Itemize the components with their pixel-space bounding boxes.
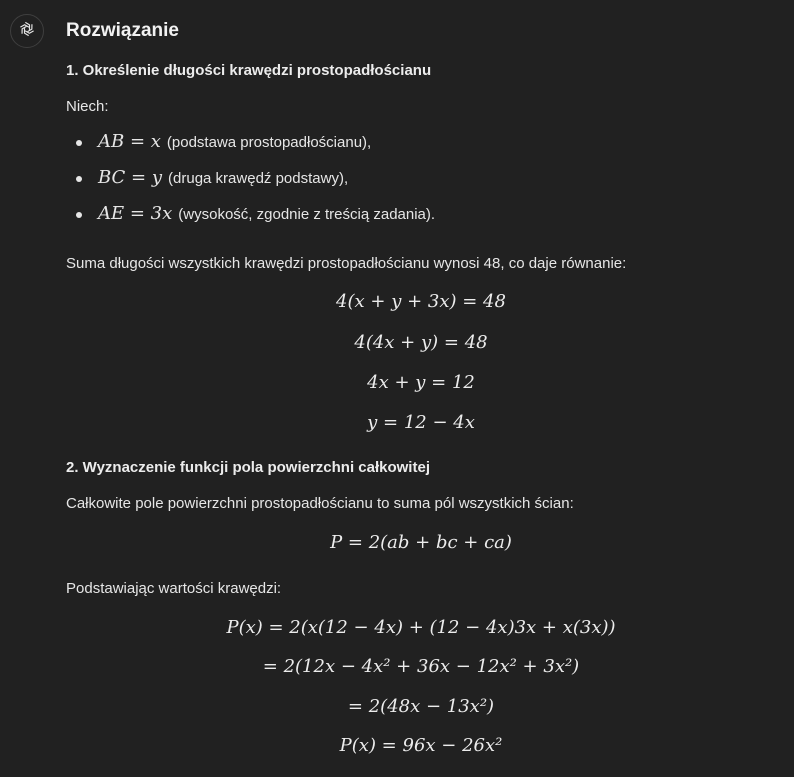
bullet — [76, 176, 82, 182]
openai-logo-icon — [17, 19, 37, 44]
derivation-line: = 2(12x − 4x² + 36x − 12x² + 3x²) — [262, 656, 580, 677]
assistant-avatar — [10, 14, 44, 48]
derivation-line: P(x) = 96x − 26x² — [339, 735, 503, 756]
list-item — [66, 167, 348, 188]
list-item-text: (wysokość, zgodnie z treścią zadania). — [178, 206, 436, 223]
equation: 4x + y = 12 — [367, 372, 475, 393]
list-item-math: BC = y — [98, 167, 163, 188]
section-2-heading: 2. Wyznaczenie funkcji pola powierzchni całkowitej — [66, 459, 430, 476]
message-title: Rozwiązanie — [66, 20, 179, 41]
substitute-paragraph: Podstawiając wartości krawędzi: — [66, 580, 282, 597]
list-item-text: (podstawa prostopadłościanu), — [166, 134, 372, 151]
bullet — [76, 140, 82, 146]
section-1-intro: Niech: — [66, 98, 109, 115]
surface-paragraph: Całkowite pole powierzchni prostopadłościanu to suma pól wszystkich ścian: — [66, 495, 574, 512]
equation: 4(4x + y) = 48 — [354, 332, 488, 353]
section-1-heading: 1. Określenie długości krawędzi prostopadłościanu — [66, 62, 432, 79]
sum-paragraph: Suma długości wszystkich krawędzi prostopadłościanu wynosi 48, co daje równanie: — [66, 255, 627, 272]
derivation-line: = 2(48x − 13x²) — [347, 696, 495, 717]
list-item-math: AE = 3x — [98, 203, 173, 224]
list-item-math: AB = x — [98, 131, 161, 152]
list-item-text: (druga krawędź podstawy), — [168, 170, 349, 187]
surface-equation: P = 2(ab + bc + ca) — [330, 532, 512, 553]
equation: y = 12 − 4x — [367, 412, 475, 433]
list-item — [66, 131, 371, 152]
bullet — [76, 212, 82, 218]
equation: 4(x + y + 3x) = 48 — [336, 291, 506, 312]
list-item — [66, 203, 435, 224]
derivation-line: P(x) = 2(x(12 − 4x) + (12 − 4x)3x + x(3x)) — [226, 617, 616, 638]
